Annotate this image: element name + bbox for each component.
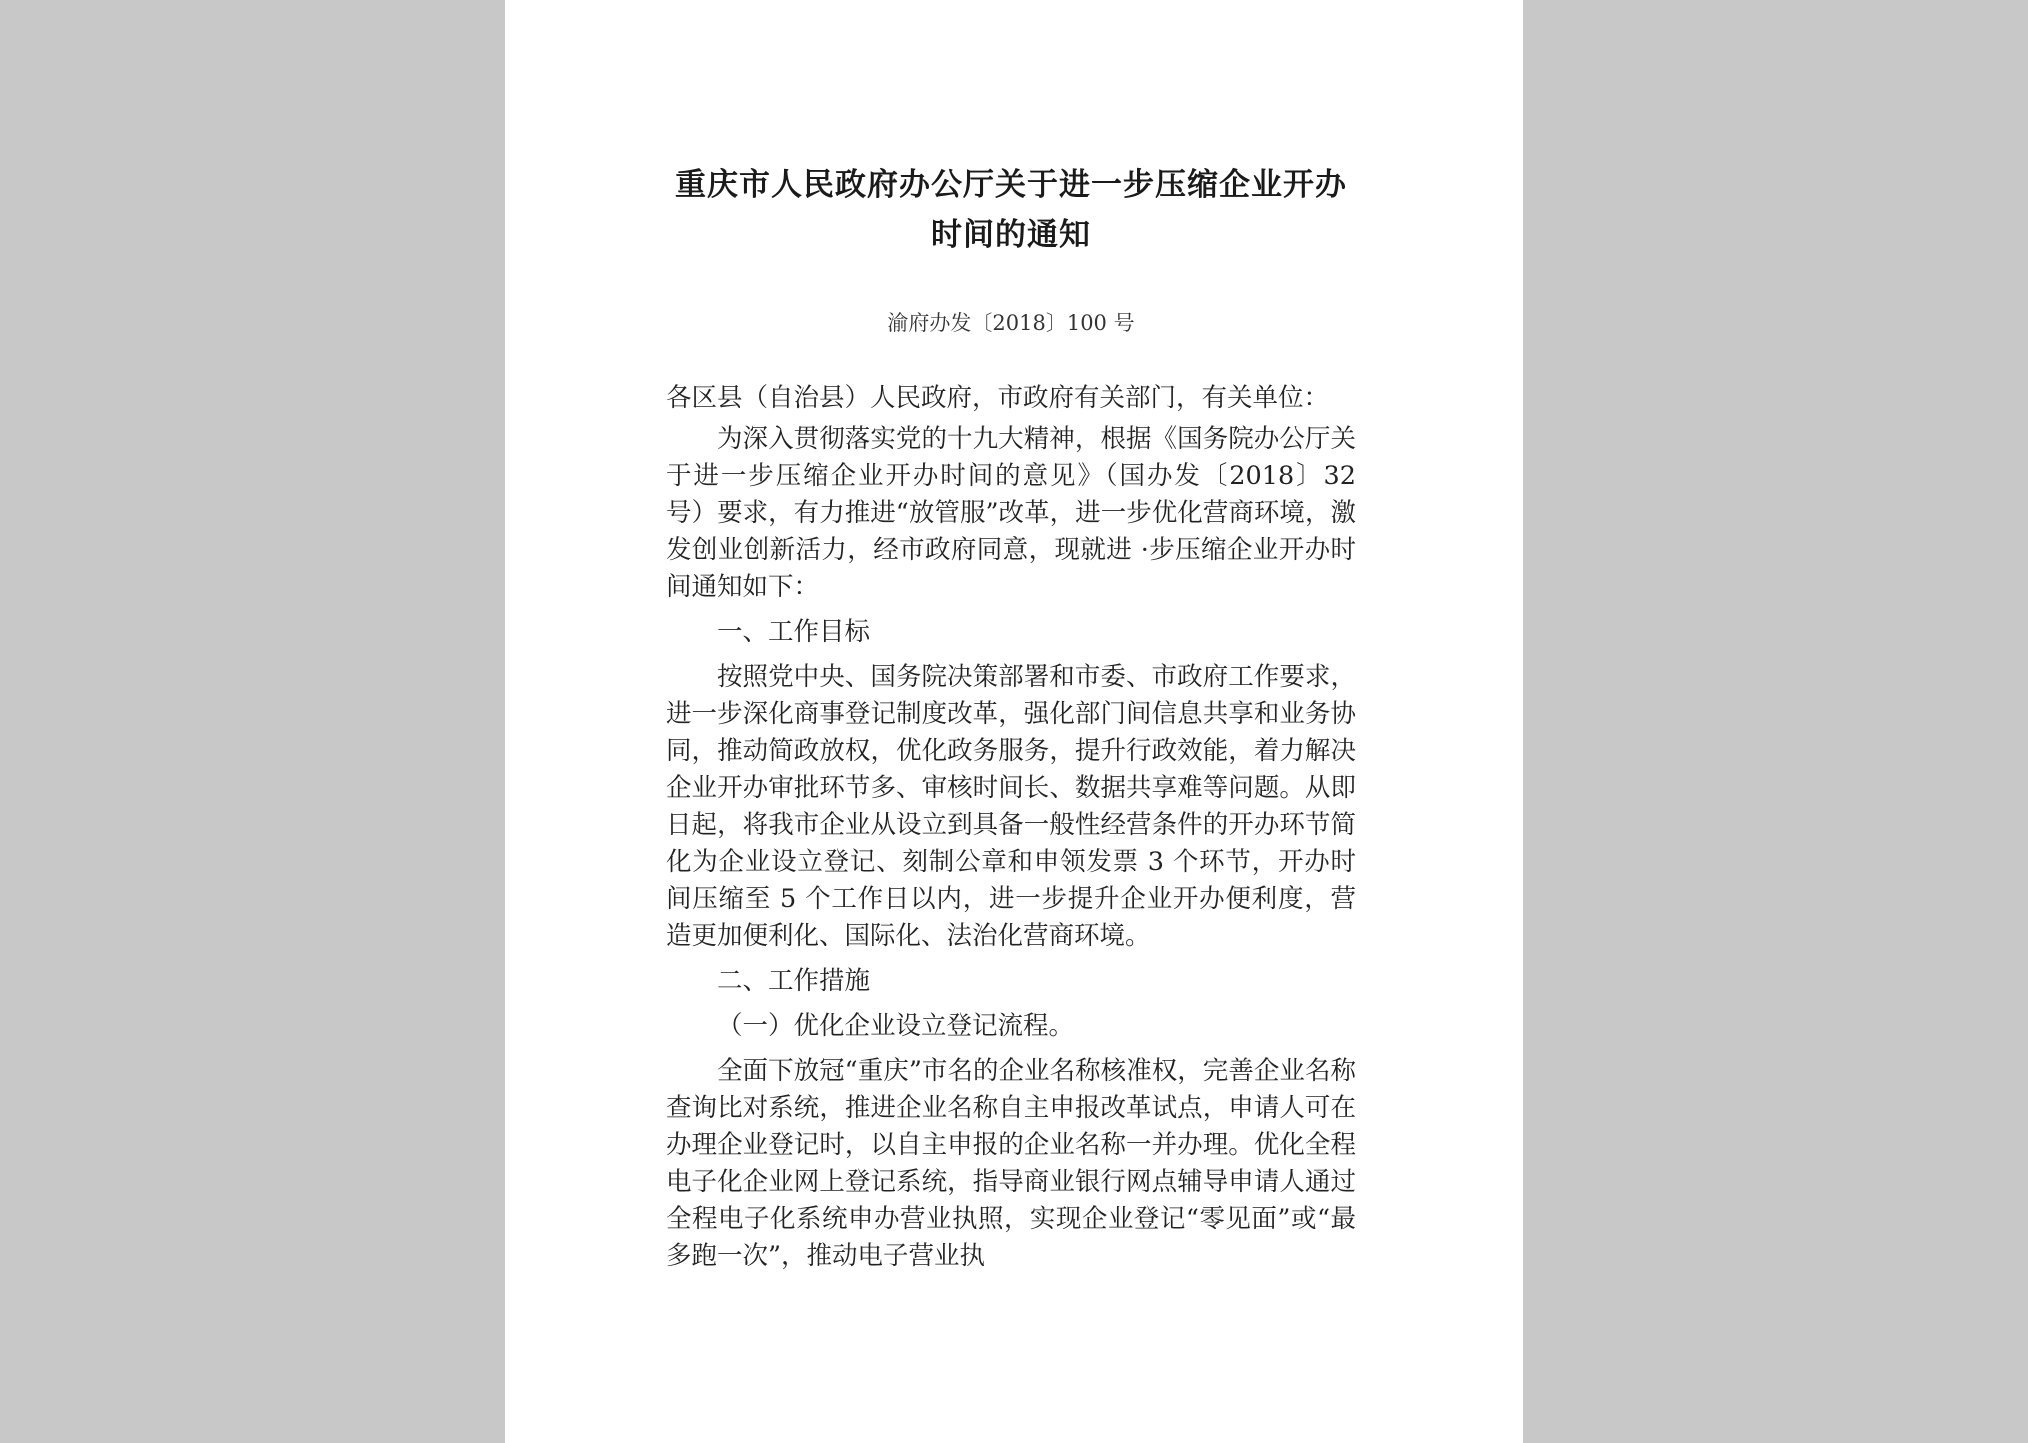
addressee-line: 各区县（自治县）人民政府，市政府有关部门，有关单位： — [666, 383, 1330, 413]
document-number: 渝府办发〔2018〕100 号 — [887, 311, 1135, 335]
page-content — [666, 160, 1356, 1275]
document-title-text: 重庆市人民政府办公厅关于进一步压缩企业开办时间的通知 — [675, 167, 1347, 253]
goals-paragraph: 按照党中央、国务院决策部署和市委、市政府工作要求，进一步深化商事登记制度改革，强化部门间信息共享和业务协同，推动简政放权，优化政务服务，提升行政效能，着力解决企业开办审批环节多、审核时间长、数据共享难等问题。从即日起，将我市企业从设立到具备一般性经营条件的开办环节简化为企业设立登记、刻制公章和申领发票 3 个环节，开办时间压缩至 5 个工作日以内，进一步提升企业开办便利度，营造更加便利化、国际化、法治化营商环境。 — [666, 662, 1356, 951]
document-title — [666, 160, 1356, 260]
subsection-heading-registration: （一）优化企业设立登记流程。 — [717, 1011, 1075, 1041]
section-heading-measures: 二、工作措施 — [717, 966, 871, 996]
document-page — [505, 0, 1523, 1443]
intro-paragraph: 为深入贯彻落实党的十九大精神，根据《国务院办公厅关于进一步压缩企业开办时间的意见》（国办发〔2018〕32 号）要求，有力推进“放管服”改革，进一步优化营商环境，激发创业创新活力，经市政府同意，现就进 ·步压缩企业开办时间通知如下： — [666, 424, 1356, 602]
registration-paragraph: 全面下放冠“重庆”市名的企业名称核准权，完善企业名称查询比对系统，推进企业名称自主申报改革试点，申请人可在办理企业登记时，以自主申报的企业名称一并办理。优化全程电子化企业网上登记系统，指导商业银行网点辅导申请人通过全程电子化系统申办营业执照，实现企业登记“零见面”或“最多跑一次”，推动电子营业执 — [666, 1056, 1356, 1271]
section-heading-goals: 一、工作目标 — [717, 617, 871, 647]
